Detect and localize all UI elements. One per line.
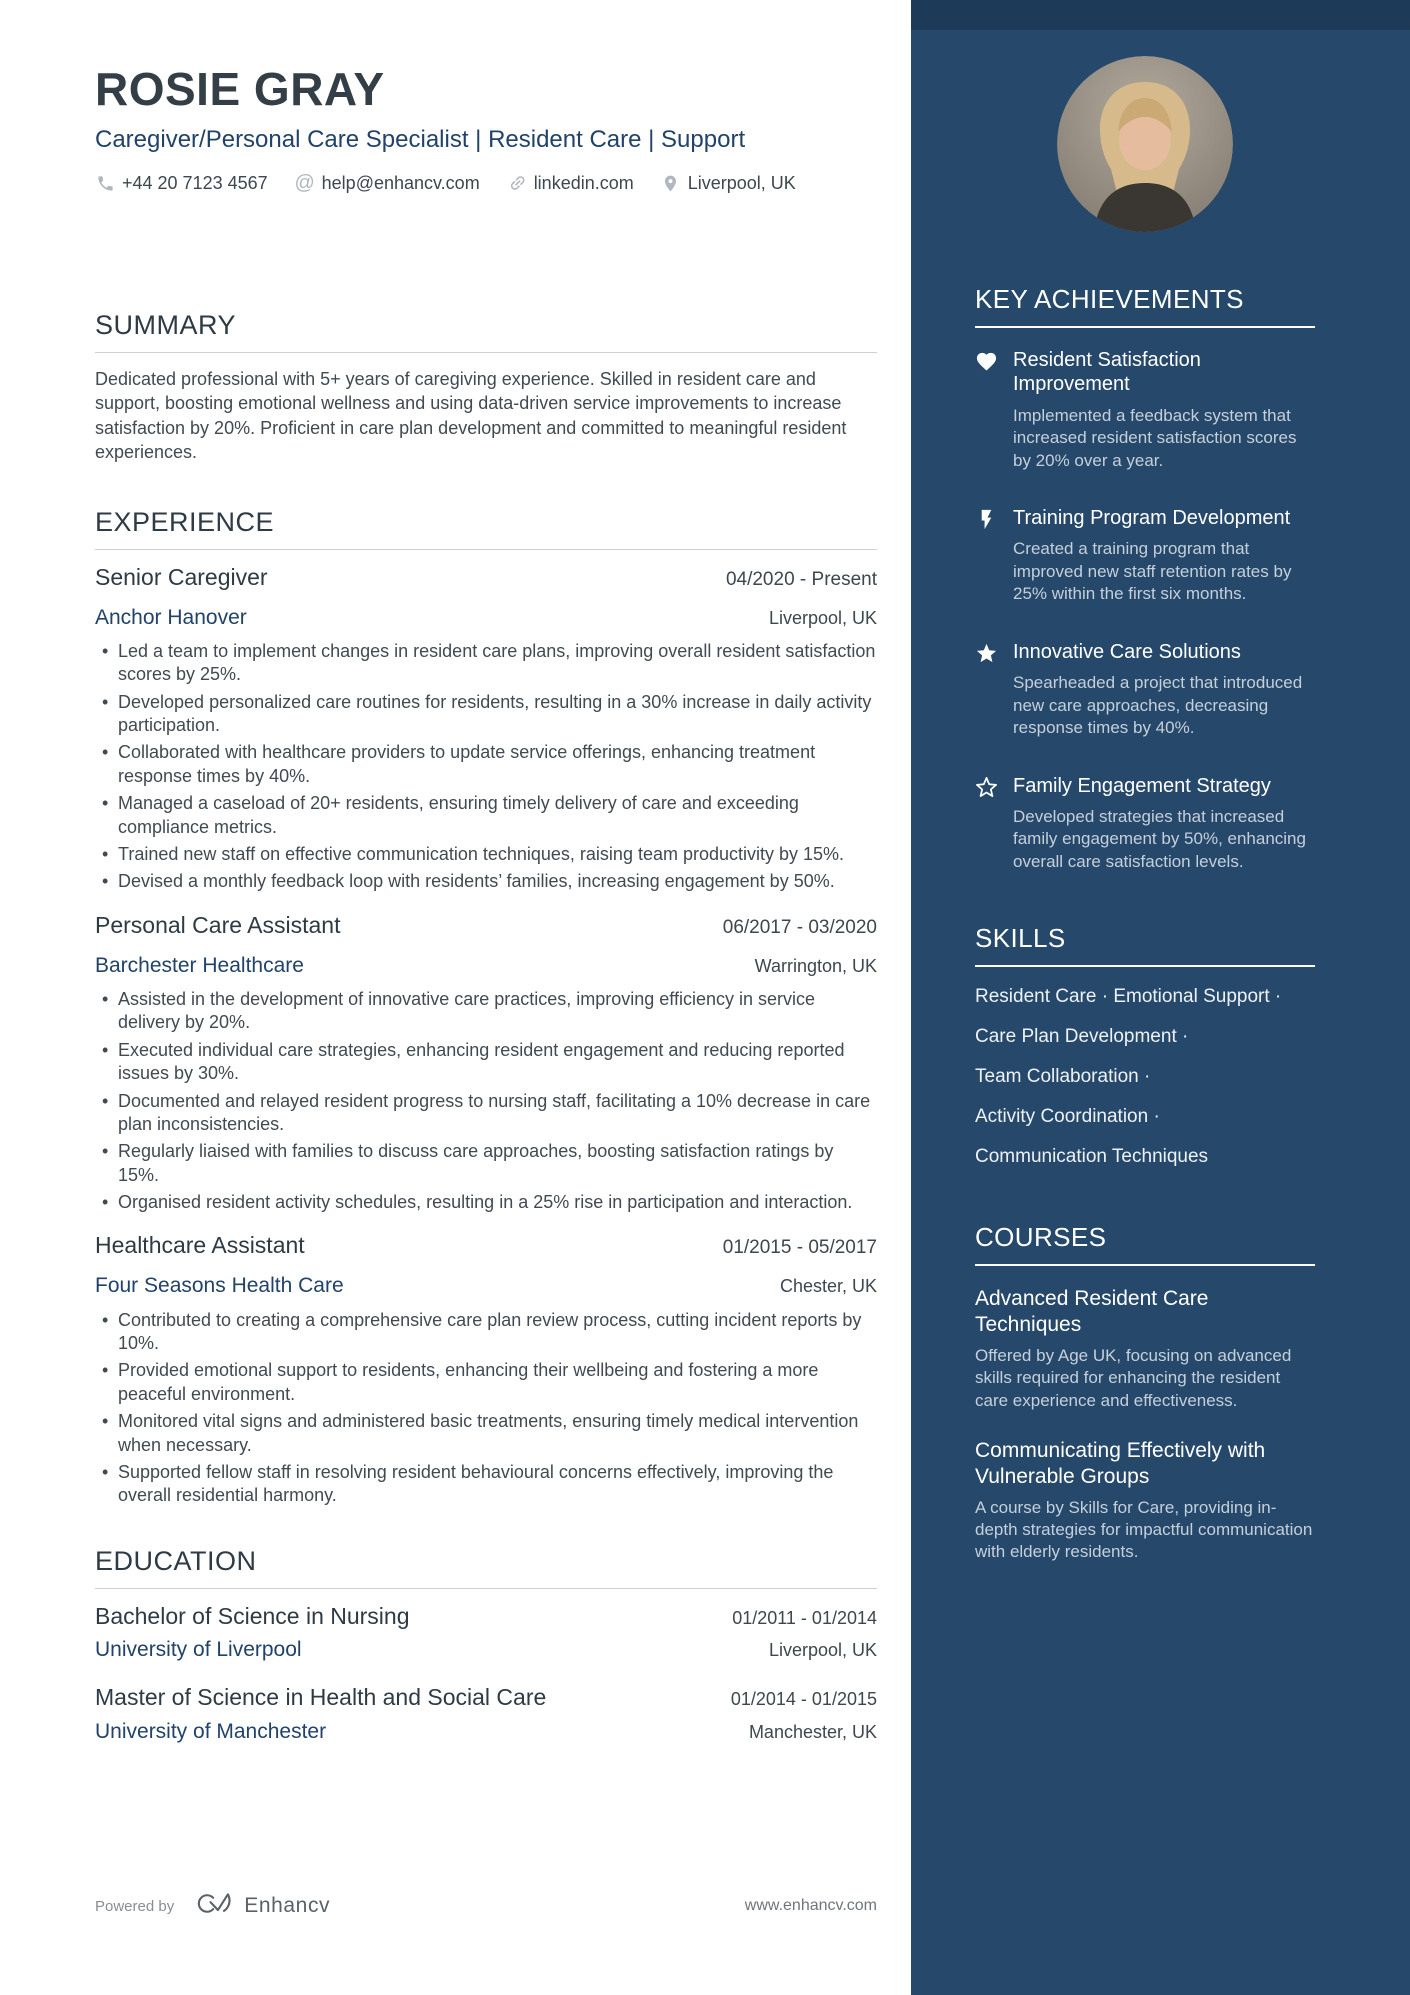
- skill-line: Activity Coordination ·: [975, 1106, 1160, 1128]
- resume-sidebar: [911, 0, 1410, 1995]
- degree-dates: 01/2011 - 01/2014: [732, 1607, 877, 1628]
- contact-linkedin-text[interactable]: linkedin.com: [533, 172, 634, 193]
- experience-heading: EXPERIENCE: [95, 509, 877, 550]
- contact-phone: [95, 173, 268, 194]
- contact-location-text: Liverpool, UK: [687, 172, 796, 193]
- lightning-icon: [975, 506, 1013, 606]
- degree-location: Liverpool, UK: [768, 1640, 877, 1661]
- achievement-item: [975, 348, 1315, 472]
- star-outline-icon: [975, 774, 1013, 874]
- job-bullet: • Contributed to creating a comprehensive care plan review process, cutting incident reports by 10%.: [95, 1309, 877, 1356]
- section-courses: [975, 1224, 1315, 1564]
- enhancv-logo-icon: [194, 1890, 234, 1922]
- achievements-heading: KEY ACHIEVEMENTS: [975, 286, 1315, 328]
- job-bullets: [95, 1309, 877, 1508]
- contact-row: [95, 173, 877, 194]
- job-location: Chester, UK: [779, 1276, 877, 1297]
- skill-line: Resident Care · Emotional Support ·: [975, 986, 1282, 1008]
- education-entry: [95, 1684, 877, 1744]
- course-text: A course by Skills for Care, providing in-depth strategies for impactful communication with elderly residents.: [975, 1497, 1313, 1562]
- achievement-title: Family Engagement Strategy: [1013, 774, 1271, 797]
- job-bullet: • Executed individual care strategies, enhancing resident engagement and reducing reported issues by 30%.: [95, 1039, 877, 1086]
- job-location: Liverpool, UK: [768, 607, 877, 628]
- education-entry: [95, 1603, 877, 1663]
- contact-phone-text: +44 20 7123 4567: [122, 172, 268, 193]
- enhancv-brand[interactable]: [194, 1890, 330, 1922]
- enhancv-brand-name: Enhancv: [244, 1894, 331, 1917]
- job-entry: [95, 564, 877, 894]
- job-location: Warrington, UK: [754, 955, 877, 976]
- job-dates: 06/2017 - 03/2020: [722, 916, 877, 938]
- contact-linkedin[interactable]: [507, 173, 634, 194]
- degree-title: Master of Science in Health and Social Care: [95, 1684, 547, 1711]
- section-education: [95, 1545, 877, 1744]
- contact-email[interactable]: [295, 173, 480, 194]
- job-bullet: • Organised resident activity schedules, resulting in a 25% rise in participation and interaction.: [95, 1191, 877, 1214]
- job-company: Anchor Hanover: [95, 605, 247, 629]
- job-title: Personal Care Assistant: [95, 911, 341, 938]
- link-icon: [503, 169, 531, 197]
- job-bullet: • Assisted in the development of innovative care practices, improving efficiency in service delivery by 20%.: [95, 988, 877, 1035]
- job-title: Senior Caregiver: [95, 563, 268, 590]
- heart-icon: [975, 348, 1013, 472]
- job-bullet: • Devised a monthly feedback loop with residents’ families, increasing engagement by 50%.: [95, 870, 877, 893]
- achievement-title: Resident Satisfaction Improvement: [1013, 349, 1201, 396]
- job-company: Four Seasons Health Care: [95, 1274, 344, 1298]
- footer: [95, 1890, 877, 1922]
- degree-title: Bachelor of Science in Nursing: [95, 1602, 410, 1629]
- achievement-title: Training Program Development: [1013, 507, 1291, 530]
- courses-heading: COURSES: [975, 1224, 1315, 1266]
- contact-email-text[interactable]: help@enhancv.com: [321, 172, 480, 193]
- achievement-text: Created a training program that improved new staff retention rates by 25% within the first six months.: [1013, 539, 1292, 604]
- course-title: Advanced Resident Care Techniques: [975, 1287, 1209, 1337]
- course-text: Offered by Age UK, focusing on advanced skills required for enhancing the resident care experience and effectiveness.: [975, 1345, 1292, 1410]
- contact-location: [661, 173, 796, 194]
- course-title: Communicating Effectively with Vulnerable Groups: [975, 1439, 1266, 1489]
- skill-line: Team Collaboration ·: [975, 1066, 1151, 1088]
- skill-line: Care Plan Development ·: [975, 1026, 1189, 1048]
- achievement-item: [975, 506, 1315, 606]
- job-bullet: • Led a team to implement changes in resident care plans, improving overall resident satisfaction scores by 25%.: [95, 640, 877, 687]
- job-dates: 01/2015 - 05/2017: [722, 1237, 877, 1259]
- job-bullet: • Supported fellow staff in resolving resident behavioural concerns effectively, improving the overall residential harmony.: [95, 1461, 877, 1508]
- degree-school: University of Manchester: [95, 1719, 327, 1743]
- skill-line: Communication Techniques: [975, 1146, 1209, 1168]
- achievement-item: [975, 774, 1315, 874]
- degree-location: Manchester, UK: [748, 1721, 877, 1742]
- achievement-item: [975, 640, 1315, 740]
- sidebar-top-strip: [911, 0, 1410, 30]
- job-bullet: • Collaborated with healthcare providers to update service offerings, enhancing treatment response times by 40%.: [95, 741, 877, 788]
- achievement-text: Developed strategies that increased family engagement by 50%, enhancing overall care satisfaction levels.: [1013, 806, 1306, 871]
- avatar: [1057, 56, 1233, 232]
- achievement-title: Innovative Care Solutions: [1013, 640, 1241, 663]
- course-item: [975, 1286, 1315, 1412]
- section-summary: [95, 309, 877, 465]
- person-headline: Caregiver/Personal Care Specialist | Resident Care | Support: [95, 126, 746, 153]
- job-bullet: • Documented and relayed resident progress to nursing staff, facilitating a 10% decrease in care plan inconsistencies.: [95, 1090, 877, 1137]
- job-title: Healthcare Assistant: [95, 1232, 305, 1259]
- achievement-text: Spearheaded a project that introduced new care approaches, decreasing response times by 40%.: [1013, 673, 1303, 738]
- section-skills: [975, 925, 1315, 1166]
- phone-icon: [95, 173, 115, 193]
- achievement-text: Implemented a feedback system that increased resident satisfaction scores by 20% over a year.: [1013, 405, 1297, 470]
- location-icon: [661, 173, 681, 193]
- person-name: ROSIE GRAY: [95, 63, 385, 115]
- powered-by-label: Powered by: [95, 1897, 175, 1915]
- job-entry: [95, 912, 877, 1215]
- skills-heading: SKILLS: [975, 925, 1315, 967]
- job-company: Barchester Healthcare: [95, 953, 304, 977]
- job-bullet: • Monitored vital signs and administered basic treatments, ensuring timely medical intervention when necessary.: [95, 1410, 877, 1457]
- job-bullet: • Trained new staff on effective communication techniques, raising team productivity by 15%.: [95, 843, 877, 866]
- star-filled-icon: [975, 640, 1013, 740]
- degree-school: University of Liverpool: [95, 1638, 302, 1662]
- enhancv-site-link[interactable]: www.enhancv.com: [744, 1897, 877, 1914]
- course-item: [975, 1438, 1315, 1564]
- education-heading: EDUCATION: [95, 1548, 877, 1589]
- job-bullet: • Managed a caseload of 20+ residents, ensuring timely delivery of care and exceeding compliance metrics.: [95, 792, 877, 839]
- section-experience: [95, 506, 877, 1508]
- summary-text: Dedicated professional with 5+ years of caregiving experience. Skilled in resident care and support, boosting emotional wellness and using data-driven service improvements to increase satisfaction by 20%. Proficient in care plan development and committed to meaningful resident experiences.: [95, 368, 847, 463]
- job-bullets: [95, 988, 877, 1215]
- job-bullet: • Provided emotional support to residents, enhancing their wellbeing and fostering a more peaceful environment.: [95, 1359, 877, 1406]
- job-bullets: [95, 640, 877, 894]
- section-key-achievements: [975, 286, 1315, 873]
- job-bullet: • Developed personalized care routines for residents, resulting in a 30% increase in daily activity participation.: [95, 691, 877, 738]
- at-icon: @: [294, 172, 315, 195]
- summary-heading: SUMMARY: [95, 312, 877, 353]
- job-bullet: • Regularly liaised with families to discuss care approaches, boosting satisfaction ratings by 15%.: [95, 1140, 877, 1187]
- job-dates: 04/2020 - Present: [725, 568, 877, 590]
- degree-dates: 01/2014 - 01/2015: [730, 1689, 877, 1710]
- job-entry: [95, 1232, 877, 1507]
